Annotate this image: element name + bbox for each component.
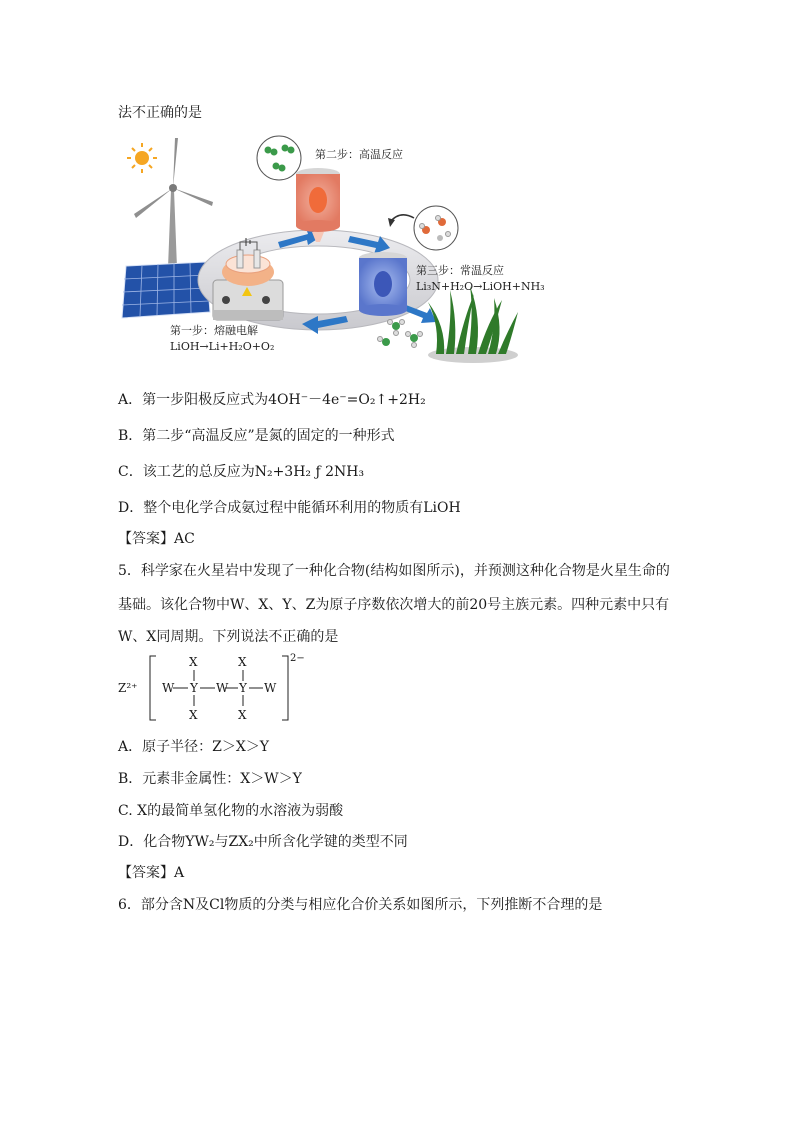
q4-answer: 【答案】AC bbox=[118, 531, 195, 547]
step3-label: 第三步：常温反应 bbox=[416, 264, 504, 277]
q5-stem-line-2: 基础。该化合物中W、X、Y、Z为原子序数依次增大的前20号主族元素。四种元素中只有 bbox=[118, 597, 670, 613]
q4-option-b: B．第二步“高温反应”是氮的固定的一种形式 bbox=[118, 428, 395, 444]
sun-icon bbox=[127, 143, 157, 173]
structure-w-1: W bbox=[162, 681, 175, 695]
nitrogen-molecule-bubble bbox=[257, 136, 301, 180]
q4-option-d: D．整个电化学合成氨过程中能循环利用的物质有LiOH bbox=[118, 500, 461, 516]
structure-x-top-1: X bbox=[189, 655, 198, 669]
q6-stem: 6．部分含N及Cl物质的分类与相应化合价关系如图所示，下列推断不合理的是 bbox=[118, 897, 603, 913]
q5-stem-line-1: 5．科学家在火星岩中发现了一种化合物(结构如图所示)，并预测这种化合物是火星生命的 bbox=[118, 563, 670, 579]
q5-answer: 【答案】A bbox=[118, 865, 185, 881]
question-4-intro: 法不正确的是 bbox=[118, 105, 202, 121]
ammonia-synthesis-figure bbox=[118, 130, 558, 375]
step2-label: 第二步：高温反应 bbox=[315, 148, 403, 161]
q5-option-a: A．原子半径：Z＞X＞Y bbox=[118, 739, 270, 755]
step1-equation: LiOH→Li+H₂O+O₂ bbox=[170, 340, 275, 353]
step3-equation: Li₃N+H₂O→LiOH+NH₃ bbox=[416, 280, 545, 293]
grass-plants-icon bbox=[428, 286, 518, 363]
process-diagram bbox=[118, 130, 558, 375]
q5-stem-line-3: W、X同周期。下列说法不正确的是 bbox=[118, 629, 339, 645]
water-molecule-bubble bbox=[414, 206, 458, 250]
structure-x-bottom-1: X bbox=[189, 708, 198, 722]
q5-option-c: C. X的最简单氢化物的水溶液为弱酸 bbox=[118, 803, 344, 819]
structure-cation: Z²⁺ bbox=[118, 681, 138, 695]
q5-option-d: D．化合物YW₂与ZX₂中所含化学键的类型不同 bbox=[118, 834, 408, 850]
q4-option-c: C．该工艺的总反应为N₂+3H₂ ƒ 2NH₃ bbox=[118, 464, 365, 480]
structure-w-2: W bbox=[216, 681, 229, 695]
q5-option-b: B．元素非金属性：X＞W＞Y bbox=[118, 771, 302, 787]
compound-structure bbox=[118, 650, 318, 725]
structure-x-top-2: X bbox=[238, 655, 247, 669]
structure-x-bottom-2: X bbox=[238, 708, 247, 722]
step1-label: 第一步：熔融电解 bbox=[170, 324, 258, 337]
structure-y-1: Y bbox=[190, 681, 198, 695]
structure-w-3: W bbox=[264, 681, 277, 695]
solar-panel-icon bbox=[122, 262, 210, 318]
ammonia-molecules-icon bbox=[378, 320, 423, 348]
room-temperature-reactor-icon bbox=[359, 252, 407, 316]
structure-y-2: Y bbox=[239, 681, 247, 695]
q4-option-a: A．第一步阳极反应式为4OH⁻－4e⁻=O₂↑+2H₂ bbox=[118, 392, 426, 408]
structure-charge: 2− bbox=[290, 653, 305, 664]
